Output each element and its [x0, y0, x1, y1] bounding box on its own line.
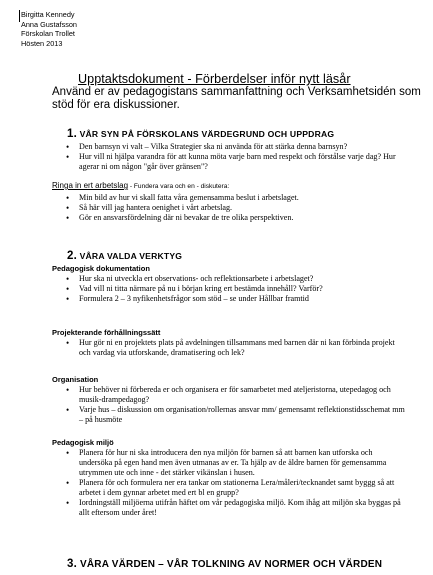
- list-item: • Planera för hur ni ska introducera den nya miljön för barnen så att barnen kan utforska och undersöka på egen hand men även utmanas av er. Ta hjälp av de äldre barnen för gemensamma utrymmen ute och inne - det stärker vikänslan i husen.: [65, 448, 405, 478]
- list-item: • Hur behöver ni förbereda er och organisera er för samarbetet med ateljeristorna, utepedagog och musik-drampedagog?: [65, 385, 405, 405]
- section-3-heading: [67, 558, 382, 570]
- section-number: 1.: [67, 128, 77, 140]
- header-line: Anna Gustafsson: [21, 19, 77, 29]
- ringa-label: Ringa in ert arbetslag: [52, 181, 129, 190]
- list-item: • Formulera 2 – 3 nyfikenhetsfrågor som stöd – se under Hållbar framtid: [65, 294, 405, 304]
- list-item: • Iordningställ miljöerna utifrån häftet om vår pedagogiska miljö. Kom ihåg att miljön ska byggas på allt eftersom under året!: [65, 498, 405, 518]
- subheading-miljo: Pedagogisk miljö: [52, 438, 114, 447]
- section-number: 3.: [67, 558, 77, 570]
- list-item: • Planera för och formulera ner era tankar om stationerna Lera/måleri/tecknandet samt byggg så att arbetet i dem gynnar arbetet med ert bl en grupp?: [65, 478, 405, 498]
- list-item: • Min bild av hur vi skall fatta våra gemensamma beslut i arbetslaget.: [65, 193, 405, 203]
- subheading-projekterande: Projekterande förhållningssätt: [52, 328, 161, 337]
- header-line: Birgitta Kennedy: [21, 10, 75, 19]
- ringa-list: [65, 193, 405, 223]
- section-2-heading: [67, 250, 182, 262]
- header-line: Hösten 2013: [21, 38, 63, 48]
- section-title: VÅR SYN PÅ FÖRSKOLANS VÄRDEGRUND OCH UPPDRAG: [79, 129, 335, 139]
- section-title: VÅRA VALDA VERKTYG: [79, 251, 183, 261]
- list-item: • Så här vill jag hantera oenighet i vårt arbetslag.: [65, 203, 405, 213]
- author-header: [21, 10, 77, 48]
- document-title: Upptaktsdokument - Förberdelser inför nytt läsår: [78, 72, 351, 86]
- list-item: • Hur vill ni hjälpa varandra för att kunna möta varje barn med respekt och förstålse varje dag? Hur agerar ni om någon "går över gränsen"?: [65, 152, 405, 172]
- section-1-heading: [67, 128, 334, 140]
- list-item: • Den barnsyn vi valt – Vilka Strategier ska ni använda för att stärka denna barnsyn?: [65, 142, 405, 152]
- intro-paragraph: Använd er av pedagogistans sammanfattning och Verksamhetsidén som stöd för era diskussioner.: [52, 86, 421, 111]
- projekterande-list: [65, 338, 405, 358]
- header-line: Förskolan Trollet: [21, 29, 75, 39]
- section-number: 2.: [67, 250, 77, 262]
- ringa-sub: - Fundera vara och en - diskutera:: [128, 183, 230, 190]
- miljo-list: [65, 448, 405, 518]
- section-1-list: [65, 142, 405, 172]
- list-item: • Hur gör ni en projektets plats på avdelningen tillsammans med barnen där ni kan förbinda projekt och vardag via utforskande, dramatisering och lek?: [65, 338, 405, 358]
- list-item: • Varje hus – diskussion om organisation/rollernas ansvar mm/ gemensamt reflektionstidsschemat mm – på husmöte: [65, 405, 405, 425]
- section-title: VÅRA VÄRDEN – VÅR TOLKNING AV NORMER OCH VÄRDEN: [79, 559, 383, 570]
- organisation-list: [65, 385, 405, 425]
- subheading-dokumentation: Pedagogisk dokumentation: [52, 264, 150, 273]
- text-cursor: [19, 10, 20, 22]
- subheading-organisation: Organisation: [52, 375, 99, 384]
- list-item: • Vad vill ni titta närmare på nu i början kring ert bestämda innehåll? Varför?: [65, 284, 405, 294]
- list-item: • Hur ska ni utveckla ert observations- och reflektionsarbete i arbetslaget?: [65, 274, 405, 284]
- dokumentation-list: [65, 274, 405, 304]
- list-item: • Gör en ansvarsfördelning där ni bevakar de tre olika perspektiven.: [65, 213, 405, 223]
- ringa-heading: [52, 181, 229, 190]
